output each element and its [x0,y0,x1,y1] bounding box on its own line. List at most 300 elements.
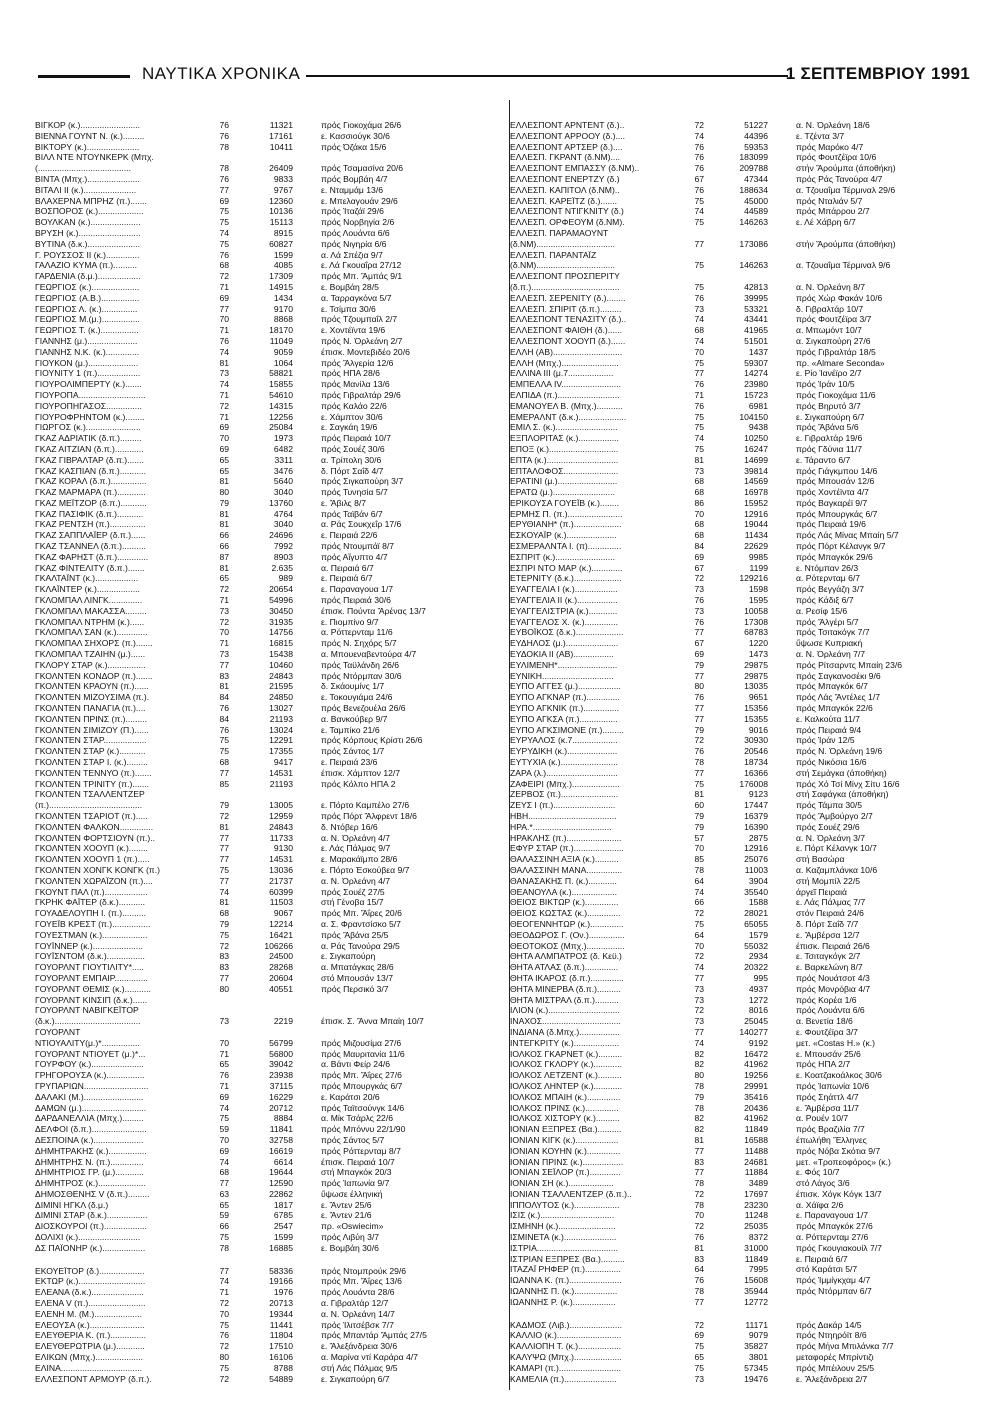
issue-date: 1 ΣΕΠΤΕΜΒΡΙΟΥ 1991 [785,64,970,83]
ship-position: ε. Καράτσι 20/6 [321,1091,380,1102]
ship-name: ΖΕΥΣ Ι (π.).......................... [510,800,616,811]
ship-tonnage [229,1005,321,1016]
ship-row [510,217,980,228]
ship-name: (....................................... [35,163,131,174]
ship-year: 74 [694,962,704,973]
ship-year: 75 [219,1362,229,1373]
ship-position: πρός Ἄλγέρι 5/7 [796,616,859,627]
ship-position: πρός Νόβα Σκότια 9/7 [796,1145,881,1156]
ship-row [510,196,980,207]
ship-year: 77 [219,659,229,670]
ship-position: πρός Ν. Ὀρλεάνη 2/7 [321,335,403,346]
ship-row [510,995,980,1006]
ship-row [35,973,505,984]
ship-position: α. Ν. Ὀρλεάνη 18/6 [796,120,870,130]
ship-row [510,1038,980,1049]
ship-tonnage: 59353 [744,141,768,152]
ship-tonnage: 15356 [744,703,768,714]
ship-tonnage: 65055 [744,918,768,929]
ship-position: α. Σ. Φραντσίσκο 5/7 [321,918,401,929]
ship-name: ΕΡΥΘΙΑΝΗ* (π.).................... [510,519,622,530]
ship-row [35,703,505,714]
ship-row [35,833,505,844]
ship-position: πρός Ἰλιτσέβσκ 7/7 [321,1319,394,1330]
ship-year: 68 [694,325,704,336]
ship-row [35,660,505,671]
ship-row [510,1005,980,1016]
ship-row [510,325,980,336]
ship-row [510,1189,980,1200]
ship-year: 75 [219,238,229,249]
ship-name: ΕΡΜΗΣ Π. (π.)....................... [510,508,623,519]
ship-position: πρός Γιβραλτάρ 18/5 [796,346,876,357]
ship-year: 81 [219,476,229,487]
ship-row [510,1374,980,1385]
ship-tonnage: 58336 [269,1265,293,1276]
ship-year: 79 [219,918,229,929]
ship-row [35,325,505,336]
ship-name: ΕΛΛΕΣΠΟΝΤ ΧΟΟΥΠ (δ.)...... [510,335,626,346]
ship-row [35,1341,505,1352]
ship-row [510,163,980,174]
ship-year: 78 [219,1242,229,1253]
ship-position: πρ. «Oswiecim» [321,1221,384,1232]
ship-row [35,1221,505,1232]
ship-year: 77 [219,1265,229,1276]
ship-position: έπισκ. Πειραιά 10/7 [321,1156,395,1167]
ship-row [35,185,505,196]
ship-name: ΙΟΛΚΟΣ ΜΠΑΙΗ (κ.).............. [510,1091,621,1102]
ship-tonnage: 19044 [744,519,768,530]
ship-position: έπωλήθη Ἕλληνες [796,1134,867,1145]
ship-year: 77 [219,843,229,854]
ship-position: πρός Πειραιά 9/4 [796,724,862,735]
ship-name: ΓΚΟΛΝΤΕΝ ΠΑΝΑΓΙΑ (π.).... [35,703,146,714]
ship-name: ΕΚΤΩΡ (κ.)............................ [35,1276,146,1287]
ship-row [510,1352,980,1363]
ship-position: πρός Μπαντάρ Ἄμπάς 27/5 [321,1330,427,1341]
ship-name: ΒΙΛΛ ΝΤΕ ΝΤΟΥΝΚΕΡΚ (Μπχ. [35,152,154,163]
ship-year: 77 [694,1026,704,1037]
ship-year: 75 [219,1113,229,1124]
ship-year: 73 [219,605,229,616]
ship-year: 71 [694,389,704,400]
ship-name: ΓΙΟΥΝΙΤΥ 1 (π.).................. [35,368,141,379]
ship-year: 75 [694,260,704,271]
ship-position: ε. Ἄντεν 25/6 [321,1199,372,1210]
ship-tonnage: 3311 [274,454,293,465]
ship-row [510,768,980,779]
ship-year: 84 [219,692,229,703]
ship-name: ΓΚΟΛΝΤΕΝ ΚΟΝΔΟΡ (π.)....... [35,670,153,681]
ship-row [35,401,505,412]
ship-name: ΙΩΑΝΝΗΣ Π. (κ.).................. [510,1286,618,1297]
ship-name: ΓΚΟΛΝΤΕΝ ΤΣΑΛΛΕΝΤΖΕΡ [35,789,145,800]
ship-position: δ. Πόρτ Σαΐδ 4/7 [321,465,384,476]
ship-name: ΕΡΑΤΙΝΙ (μ.)......................... [510,476,618,487]
ship-row [510,757,980,768]
ship-year: 77 [694,627,704,638]
ship-name: ΕΛΕΟΥΣΑ (κ.)....................... [35,1319,145,1330]
ship-row [35,595,505,606]
ship-name: ΔΙΟΣΚΟΥΡΟΙ (π.).................. [35,1221,147,1232]
ship-name: ΓΚΟΛΝΤΕΝ ΣΤΑΡ.................. [35,735,147,746]
ship-year: 76 [694,379,704,390]
ship-year: 71 [219,1287,229,1298]
ship-year: 81 [694,789,704,800]
ship-tonnage: 10411 [269,141,293,152]
ship-name: ΒΡΥΣΗ (κ.).......................... [35,227,141,238]
ship-tonnage: 10058 [744,605,768,616]
ship-tonnage: 129216 [739,573,768,584]
ship-row [35,692,505,703]
ship-tonnage: 1437 [748,346,768,357]
ship-position: πρός Μπ. Ἄΐρες 27/6 [321,1070,402,1081]
ship-position: α. Ρουέν 10/7 [796,1113,849,1124]
ship-position: α. Τζουαΐμα Τέρμιναλ 9/6 [796,260,891,271]
ship-row [510,476,980,487]
ship-tonnage: 42813 [744,281,768,292]
ship-position: ε. Μαρακάϊμπο 28/6 [321,854,398,865]
ship-name: ΕΜΕΡΑΛΝΤ (δ.κ.).................... [510,411,627,422]
ship-tonnage: 16421 [269,929,293,940]
ship-year [203,1027,229,1038]
ship-name: ΓΚΟΛΝΤΕΝ ΧΟΝΓΚ ΚΟΝΓΚ (π.) [35,864,160,875]
ship-name: ΕΥΠΟ ΑΓΓΕΣ (μ.).................. [510,681,621,692]
ship-row [510,865,980,876]
ship-position: πρός Φουτζέϊρα 3/7 [796,314,872,325]
ship-name: ΓΚΟΛΝΤΕΝ ΠΡΙΝΣ (π.)......... [35,713,148,724]
ship-tonnage: 16366 [744,767,768,778]
ship-name: ΚΑΜΕΛΙΑ (π.)...................... [510,1373,617,1384]
ship-year: 76 [219,130,229,141]
ship-tonnage: 12256 [269,411,293,422]
ship-tonnage: 68783 [744,627,768,638]
ship-position: πρός Γδύνια 11/7 [796,443,862,454]
ship-row [35,1135,505,1146]
ship-row [510,573,980,584]
ship-tonnage: 6981 [748,400,768,411]
ship-year: 76 [694,400,704,411]
ship-row [510,1297,980,1308]
ship-name: ΓΚΟΥΝΤ ΠΑΛ (π.).................. [35,886,148,897]
ship-position: α. Ταρραγκόνα 5/7 [321,292,392,303]
ship-tonnage: 20654 [269,584,293,595]
ship-name: ΓΚΑΖ ΑΙΤΖΙΑΝ (δ.π.)............ [35,443,144,454]
ship-name: ΕΤΕΡΝΙΤΥ (δ.κ.).................... [510,573,622,584]
ship-position: ε. Πόρτ Κέλανγκ 10/7 [796,843,877,854]
ship-tonnage: 20713 [269,1298,293,1309]
ship-name: ΓΙΟΥΡΟΠΗΓΑΣΟΣ............... [35,400,142,411]
ship-position: ε. Καλκούτα 11/7 [796,713,860,724]
ship-position: πρός Μπόννυ 22/1/90 [321,1124,406,1135]
ship-position: πρός Ν. Ὀρλεάνη 19/6 [796,746,883,757]
ship-row [510,1363,980,1374]
ship-year: 71 [219,638,229,649]
ship-row [510,595,980,606]
ship-row [510,466,980,477]
ship-year: 75 [219,864,229,875]
ship-tonnage: 26409 [269,163,293,174]
ship-tonnage: 14699 [744,454,768,465]
ship-year: 75 [219,1232,229,1243]
ship-tonnage: 25084 [269,422,293,433]
ship-position: α. Ν. Ὀρλεάνη 4/7 [321,832,391,843]
ship-name: ΒΟΣΠΟΡΟΣ (κ.)................... [35,206,144,217]
ship-tonnage: 9016 [748,724,768,735]
ship-year: 78 [694,757,704,768]
ship-tonnage: 14531 [269,767,293,778]
ship-tonnage: 30930 [744,735,768,746]
ship-position: α. Καζαμπλάνκα 10/6 [796,864,878,875]
ship-name: ΕΥΠΟ ΑΓΚΝΑΡ (π.).............. [510,692,620,703]
ship-year: 77 [694,368,704,379]
ship-tonnage: 24500 [269,951,293,962]
ship-row [510,941,980,952]
ship-year: 68 [219,757,229,768]
ship-position: ε. Λάς Πάλμας 9/7 [321,843,391,854]
ship-position: α. Ρεσίφ 15/6 [796,605,848,616]
ship-row [35,530,505,541]
ship-row [510,206,980,217]
ship-name: ΓΚΑΖ ΣΑΠΠΛΑΪΕΡ (δ.π.)...... [35,530,146,541]
ship-row [510,692,980,703]
ship-position: πρός Μιζουσίμα 27/6 [321,1037,402,1048]
ship-year: 74 [694,433,704,444]
ship-position: στή Μομπίλ 22/5 [796,875,861,886]
ship-row [510,1157,980,1168]
ship-row [510,239,980,250]
ship-row [35,379,505,390]
ship-name: ΕΛΛΗ (ΑΒ)............................. [510,346,623,357]
ship-tonnage: 8868 [273,314,293,325]
ship-year: 74 [694,1037,704,1048]
ship-row [510,854,980,865]
ship-row [510,779,980,790]
ship-year: 81 [219,821,229,832]
ship-name: ΕΛΛΕΣΠ. ΠΑΡΑΝΤΑΪΖ [510,249,597,260]
ship-tonnage: 173086 [739,238,768,249]
ship-year: 75 [694,1341,704,1352]
ship-name: ΓΑΛΑΖΙΟ ΚΥΜΑ (π.).......... [35,260,138,271]
ship-row [510,1167,980,1178]
ship-name: ΓΕΩΡΓΙΟΣ (Α.Β.)................ [35,292,140,303]
ship-name: ΓΡΥΠΑΡΙΩΝ........................... [35,1080,149,1091]
ship-position: έπισκ. Σ. Ἄννα Μπαίη 10/7 [321,1016,424,1027]
ship-row [35,1027,505,1038]
ship-row [510,714,980,725]
ship-year: 67 [694,173,704,184]
ship-name: ΓΚΛΟΜΠΑΛ ΣΑΝ (κ.)............. [35,627,148,638]
ship-name: ΓΚΛΟΜΠΑΛ ΝΤΡΗΜ (κ.)...... [35,616,145,627]
ship-row [35,217,505,228]
ship-tonnage: 11003 [744,864,768,875]
ship-row [510,1264,980,1275]
ship-row [510,1092,980,1103]
ship-name: ΙΟΛΚΟΣ ΛΗΝΤΕΡ (κ.)............ [510,1080,623,1091]
ship-row [35,1298,505,1309]
ship-row [510,487,980,498]
ship-position: πρός Χοντέϊντα 4/7 [796,487,869,498]
ship-tonnage: 11049 [269,335,293,346]
ship-year: 73 [694,1016,704,1027]
ship-tonnage: 47344 [744,173,768,184]
ship-row [35,725,505,736]
ship-tonnage: 44589 [744,206,768,217]
ship-row [510,703,980,714]
ship-position: πρός Ταϊτσούνγκ 14/6 [321,1102,405,1113]
ship-name: ΙΟΝΙΑΝ ΚΟΥΗΝ (κ.).............. [510,1145,621,1156]
ship-tonnage: 11441 [269,1319,293,1330]
ship-tonnage: 995 [753,972,768,983]
ship-position: στή Σεμάγκα (άποθήκη) [796,767,887,778]
ship-year [678,271,704,282]
ship-position: έπισκ. Χόγκ Κόγκ 13/7 [796,1188,882,1199]
ship-year: 66 [694,897,704,908]
ship-position: πρός Τυνησία 5/7 [321,487,388,498]
ship-name: ΙΟΛΚΟΣ ΠΡΙΝΣ (κ.).............. [510,1102,619,1113]
ship-year: 66 [219,541,229,552]
ship-year: 76 [219,1070,229,1081]
ship-position: α. Μίκ Τσάρλς 22/6 [321,1113,393,1124]
ship-row [510,627,980,638]
ship-name: ΕΛΛΗ (Μπχ.)........................ [510,357,619,368]
ship-position: ὕψωσε Κυπριακή [796,638,863,649]
ship-tonnage: 14274 [744,368,768,379]
ship-year: 72 [219,616,229,627]
ship-year: 77 [219,184,229,195]
ship-row [35,1167,505,1178]
ship-tonnage: 12959 [269,811,293,821]
ship-name: ΗΡΑΚΛΗΣ (π.)....................... [510,832,622,843]
ship-year: 78 [694,864,704,875]
ship-tonnage: 3476 [273,465,293,476]
ship-year: 84 [694,541,704,552]
ship-name: ΚΑΔΜΟΣ (Λιβ.)...................... [510,1319,622,1330]
ship-row [510,800,980,811]
ship-year: 68 [694,519,704,530]
right-column [510,120,980,1384]
ship-position: α. Βανκούβερ 9/7 [321,713,388,724]
ship-position: α. Ρόττερνταμ 11/6 [321,627,393,638]
ship-name: ΖΑΦΕΙΡΙ (Μπχ.).................... [510,778,620,789]
ship-position: πρός ΗΠΑ 2/7 [796,1059,851,1070]
ship-tonnage: 25076 [744,854,768,865]
ship-name: ΓΚΛΟΡΥ ΣΤΑΡ (κ.)................ [35,659,146,670]
ship-year: 75 [219,217,229,228]
ship-name: ΕΛΕΥΘΕΡΙΑ Κ. (π.)............... [35,1330,146,1341]
ship-tonnage: 58821 [269,368,293,379]
ship-row [35,412,505,423]
ship-position: στήν Ἄρούμπα (άποθήκη) [796,163,896,174]
ship-year: 73 [694,994,704,1005]
ship-name: ΙΟΛΚΟΣ ΛΕΤΖΕΝΤ (κ.).......... [510,1070,622,1081]
ship-position: πρός Μήνα Μπιλάνκα 7/7 [796,1341,894,1352]
ship-row [35,584,505,595]
ship-position: ε. Χάμπτον 30/6 [321,411,383,422]
ship-tonnage: 16106 [269,1352,293,1363]
ship-name: ΕΥΑΓΓΕΛΙΑ ΙΙ (κ.)................. [510,595,618,606]
ship-name: ΕΛΛΕΣΠΟΝΤ ΤΕΝΑΣΙΤΥ (δ.).. [510,314,627,325]
ship-tonnage: 31935 [269,616,293,627]
ship-row [35,941,505,952]
ship-tonnage: 24850 [269,692,293,703]
ship-year: 87 [219,551,229,562]
ship-year: 76 [219,249,229,260]
ship-row [510,930,980,941]
ship-position: πρός Μπ. Ἄμπάς 9/1 [321,271,403,282]
ship-year: 59 [219,1124,229,1135]
ship-year [203,789,229,800]
ship-position: ε. Τσιταγκόγκ 2/7 [796,951,861,962]
ship-year [678,228,704,239]
ship-position: ε. Χοντέϊντα 19/6 [321,325,386,336]
ship-name: ΔΗΜΗΤΡΙΟΣ ΓΡ. (μ.)............ [35,1167,144,1178]
ship-position: α. Ρόττερνταμ 27/6 [796,1232,869,1243]
ship-year: 68 [219,260,229,271]
ship-position: πρός Μονρόβια 4/7 [796,983,871,994]
ship-position: ε. Τοκουγιάμα 24/6 [321,692,393,703]
ship-tonnage: 989 [278,573,293,584]
ship-year: 71 [219,1048,229,1059]
ship-position: δ. Πόρτ Σαΐδ 7/7 [796,918,859,929]
ship-position: πρός Γιβραλτάρ 29/6 [321,389,401,400]
ship-year: 75 [694,443,704,454]
ship-row [35,1200,505,1211]
ship-position: πρός Ρόττερνταμ 8/7 [321,1145,401,1156]
ship-position: μεταφορές Μπρίντιζι [796,1352,874,1363]
ship-tonnage: 209788 [739,163,768,174]
ship-tonnage: 21193 [269,778,293,789]
ship-name: ΕΛΛΕΣΠΟΝΤ ΝΤΙΓΚΝΙΤΥ (δ.) [510,206,624,217]
ship-year: 70 [694,346,704,357]
ship-name: ΙΟΛΚΟΣ ΓΚΑΡΝΕΤ (κ.).......... [510,1048,623,1059]
ship-tonnage: 39814 [744,465,768,476]
ship-year: 68 [694,530,704,541]
ship-name: (δ.κ.).................................... [35,1016,141,1027]
section-gap [510,1308,980,1320]
ship-position: ε. Πειραιά 23/6 [321,757,378,768]
ship-name: ΔΗΜΗΤΡΗΣ Ν. (π.).............. [35,1156,144,1167]
ship-year: 68 [219,1167,229,1178]
ship-tonnage: 15355 [744,713,768,724]
ship-position: πρός Βηρυτό 3/7 [796,400,861,411]
ship-year: 78 [694,1199,704,1210]
ship-row [35,1363,505,1374]
ship-name: ΓΙΑΝΝΗΣ Ν.Κ. (κ.).............. [35,346,140,357]
ship-position: πρός Λάς Μίνας Μπαίη 5/7 [796,530,899,541]
ship-position: πρός Ἰράν 12/5 [796,735,855,746]
ship-row [510,498,980,509]
ship-tonnage: 16379 [744,811,768,821]
ship-position: ε. Τσίμπα 30/6 [321,303,376,314]
ship-tonnage: 16588 [744,1134,768,1145]
ship-position: πρός Ίταζάϊ 29/6 [321,206,384,217]
ship-tonnage: 1976 [273,1287,293,1298]
ship-year: 75 [694,411,704,422]
ship-name: ΕΥΤΥΧΙΑ (κ.)........................ [510,757,618,768]
ship-name: ΔΑΜΩΝ (μ.)........................... [35,1102,147,1113]
ship-year: 77 [694,972,704,983]
ship-tonnage: 9192 [748,1037,768,1048]
ship-year: 64 [694,875,704,886]
ship-position: πρός Ἄβάνα 5/6 [796,422,859,433]
header-rule-left [38,75,130,78]
ship-tonnage: 11321 [269,120,293,130]
ship-tonnage: 20322 [744,962,768,973]
ship-row [510,120,980,131]
ship-tonnage: 9417 [273,757,293,768]
